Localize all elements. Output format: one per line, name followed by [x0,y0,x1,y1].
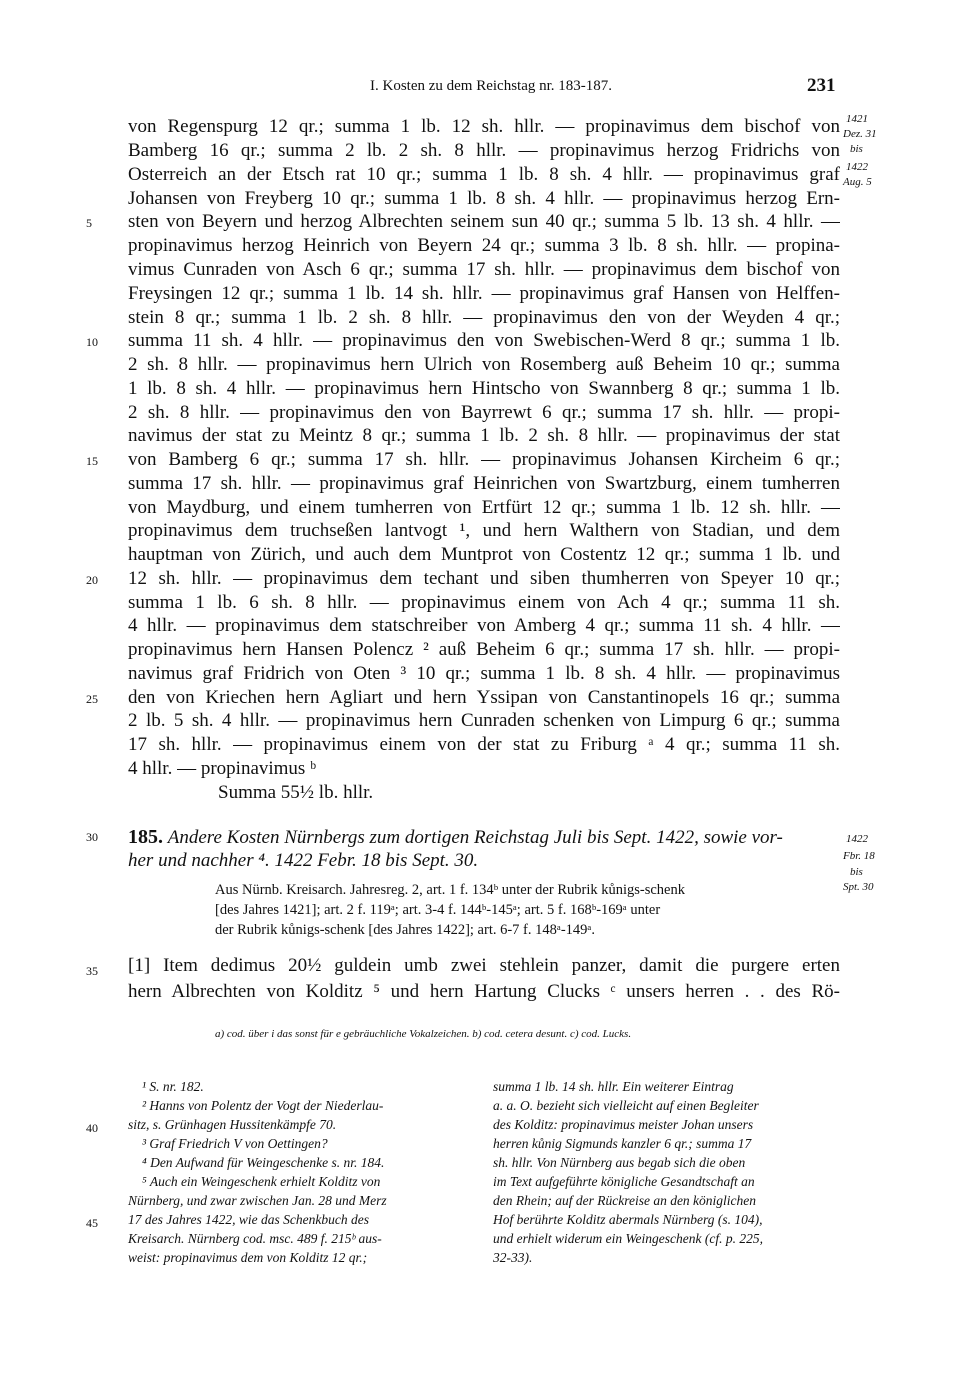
footnote-line: Kreisarch. Nürnberg cod. msc. 489 f. 215ᵇ aus- [128,1231,382,1246]
footnote-line: im Text aufgeführte königliche Gesandtschaft an [493,1174,755,1189]
section-margin-from: Fbr. 18 [843,850,875,862]
footnote-line: herren kůnig Sigmunds kanzler 6 qr.; summa 17 [493,1136,752,1151]
margin-date-year-end: 1422 [846,161,868,173]
footnote-line: weist: propinavimus dem von Kolditz 12 qr.; [128,1250,368,1265]
footnote-line: ¹ S. nr. 182. [142,1079,204,1094]
margin-date-bis: bis [850,143,863,155]
text-line: Johansen von Freyberg 10 qr.; summa 1 lb. 8 sh. 4 hllr. — propinavimus herzog Ern- [128,188,840,209]
source-line: [des Jahres 1421]; art. 2 f. 119ᵃ; art. 3-4 f. 144ᵇ-145ᵃ; art. 5 f. 168ᵇ-169ᵃ unter [215,902,661,918]
text-line: 17 sh. hllr. — propinavimus einem von der stat zu Friburg ᵃ 4 qr.; summa 11 sh. [128,734,840,755]
line-number: 35 [86,964,98,978]
footnote-line: und erhielt widerum ein Weingeschenk (cf. p. 225, [493,1231,763,1246]
text-line: propinavimus herzog Heinrich von Beyern 24 qr.; summa 3 lb. 8 sh. hllr. — propina- [128,235,840,256]
textual-notes: a) cod. über i das sonst für e gebräuchliche Vokalzeichen. b) cod. cetera desunt. c) cod. Lucks. [215,1028,632,1040]
text-line: 4 hllr. — propinavimus dem statschreiber von Amberg 4 qr.; summa 11 sh. 4 hllr. — [128,615,840,636]
source-line: Aus Nürnb. Kreisarch. Jahresreg. 2, art. 1 f. 134ᵇ unter der Rubrik kůnigs-schenk [215,882,685,898]
text-line: summa 11 sh. 4 hllr. — propinavimus den von Swebischen-Werd 8 qr.; summa 1 lb. [128,330,840,351]
text-line: Freysingen 12 qr.; summa 1 lb. 14 sh. hllr. — propinavimus graf Hansen von Helffen- [128,283,840,304]
section-heading [128,825,840,850]
text-line: hauptman von Zürich, und auch dem Muntprot von Costentz 12 qr.; summa 1 lb. und [128,544,840,565]
footnote-line: Hof berührte Kolditz abermals Nürnberg (s. 104), [493,1212,763,1227]
line-number: 40 [86,1121,98,1135]
footnote-line: 32-33). [493,1250,533,1265]
text-line: vimus Cunraden von Asch 6 qr.; summa 17 sh. hllr. — propinavimus dem bischof von [128,259,840,280]
section-margin-bis: bis [850,866,863,878]
line-number: 25 [86,692,98,706]
text-line: 12 sh. hllr. — propinavimus dem techant und siben thumherren von Speyer 10 qr.; [128,568,840,589]
text-line: [1] Item dedimus 20½ guldein umb zwei stehlein panzer, damit die purgere erten [128,955,840,976]
section-title-line1: Andere Kosten Nürnbergs zum dortigen Reichstag Juli bis Sept. 1422, sowie vor- [167,827,783,848]
summa-line: Summa 55½ lb. hllr. [218,782,374,803]
footnote-line: Nürnberg, und zwar zwischen Jan. 28 und Merz [128,1193,387,1208]
running-title: I. Kosten zu dem Reichstag nr. 183-187. [370,78,613,94]
text-line: von Maydburg, und einem tumherren von Ertfürt 12 qr.; summa 1 lb. 12 sh. hllr. — [128,497,840,518]
footnote-line: des Kolditz: propinavimus meister Johan unsers [493,1117,754,1132]
margin-date-day-end: Aug. 5 [843,176,872,188]
footnote-line: sh. hllr. Von Nürnberg aus begab sich die oben [493,1155,746,1170]
text-line: summa 1 lb. 6 sh. 8 hllr. — propinavimus einem von Ach 4 qr.; summa 11 sh. [128,592,840,613]
footnote-line: 17 des Jahres 1422, wie das Schenkbuch des [128,1212,369,1227]
margin-date-year-start: 1421 [846,113,868,125]
footnotes-right [493,1077,839,1267]
text-line: propinavimus dem truchseßen lantvogt ¹, und hern Walthern von Stadian, und dem [128,520,840,541]
text-line: von Bamberg 6 qr.; summa 17 sh. hllr. — propinavimus Johansen Kircheim 6 qr.; [128,449,840,470]
line-number: 10 [86,335,98,349]
footnote-line: ² Hanns von Polentz der Vogt der Niederlau- [142,1098,384,1113]
footnote-line: ⁵ Auch ein Weingeschenk erhielt Kolditz von [142,1174,381,1189]
text-line: von Regenspurg 12 qr.; summa 1 lb. 12 sh. hllr. — propinavimus dem bischof von [128,116,840,137]
footnotes-left [128,1077,470,1267]
text-line: den von Kriechen hern Agliart und hern Yssipan von Canstantinopels 16 qr.; summa [128,687,840,708]
section-margin-to: Spt. 30 [843,881,874,893]
line-number: 5 [86,216,92,230]
section-body [128,953,840,1005]
line-number: 45 [86,1216,98,1230]
section-heading-cont [128,849,840,873]
line-number: 15 [86,454,98,468]
text-line: 2 lb. 5 sh. 4 hllr. — propinavimus hern Cunraden schenken von Limpurg 6 qr.; summa [128,710,840,731]
text-line: navimus graf Fridrich von Oten ³ 10 qr.; summa 1 lb. 8 sh. 4 hllr. — propinavimus [128,663,840,684]
text-line: hern Albrechten von Kolditz ⁵ und hern Hartung Clucks ᶜ unsers herren . . des Rö- [128,981,840,1002]
text-line: 4 hllr. — propinavimus ᵇ [128,758,316,779]
footnote-line: a. a. O. bezieht sich vielleicht auf einen Begleiter [493,1098,759,1113]
footnote-line: sitz, s. Grünhagen Hussitenkämpfe 70. [128,1117,337,1132]
text-line: Osterreich an der Etsch rat 10 qr.; summa 1 lb. 8 sh. 4 hllr. — propinavimus graf [128,164,840,185]
text-line: sten von Beyern und herzog Albrechten seinem sun 40 qr.; summa 5 lb. 13 sh. 4 hllr. — [128,211,840,232]
footnote-line: ³ Graf Friedrich V von Oettingen? [142,1136,328,1151]
text-line: Bamberg 16 qr.; summa 2 lb. 2 sh. 8 hllr. — propinavimus herzog Fridrichs von [128,140,840,161]
section-margin-year: 1422 [846,833,868,845]
footnote-line: summa 1 lb. 14 sh. hllr. Ein weiterer Eintrag [493,1079,734,1094]
margin-date-day-start: Dez. 31 [843,128,877,140]
text-line: propinavimus hern Hansen Polencz ² auß Beheim 6 qr.; summa 17 sh. hllr. — propi- [128,639,840,660]
text-line: summa 17 sh. hllr. — propinavimus graf Heinrichen von Swartzburg, einem tumherren [128,473,840,494]
section-number: 185. [128,826,163,848]
text-line: 2 sh. 8 hllr. — propinavimus hern Ulrich von Rosemberg auß Beheim 10 qr.; summa [128,354,840,375]
page-number: 231 [807,75,836,96]
section-title-line2: her und nachher ⁴. 1422 Febr. 18 bis Sept. 30. [128,850,479,871]
source-line: der Rubrik kůnigs-schenk [des Jahres 1422]; art. 6-7 f. 148ᵃ-149ᵃ. [215,922,596,938]
footnote-line: ⁴ Den Aufwand für Weingeschenke s. nr. 184. [142,1155,385,1170]
text-line: stein 8 qr.; summa 1 lb. 2 sh. 8 hllr. — propinavimus den von der Weyden 4 qr.; [128,307,840,328]
text-line: 2 sh. 8 hllr. — propinavimus den von Bayrrewt 6 qr.; summa 17 sh. hllr. — propi- [128,402,840,423]
text-line: 1 lb. 8 sh. 4 hllr. — propinavimus hern Hintscho von Swannberg 8 qr.; summa 1 lb. [128,378,840,399]
line-number: 20 [86,573,98,587]
text-line: navimus der stat zu Meintz 8 qr.; summa 1 lb. 2 sh. 8 hllr. — propinavimus der stat [128,425,840,446]
footnote-line: den Rhein; auf der Rückreise an den königlichen [493,1193,757,1208]
line-number: 30 [86,830,98,844]
